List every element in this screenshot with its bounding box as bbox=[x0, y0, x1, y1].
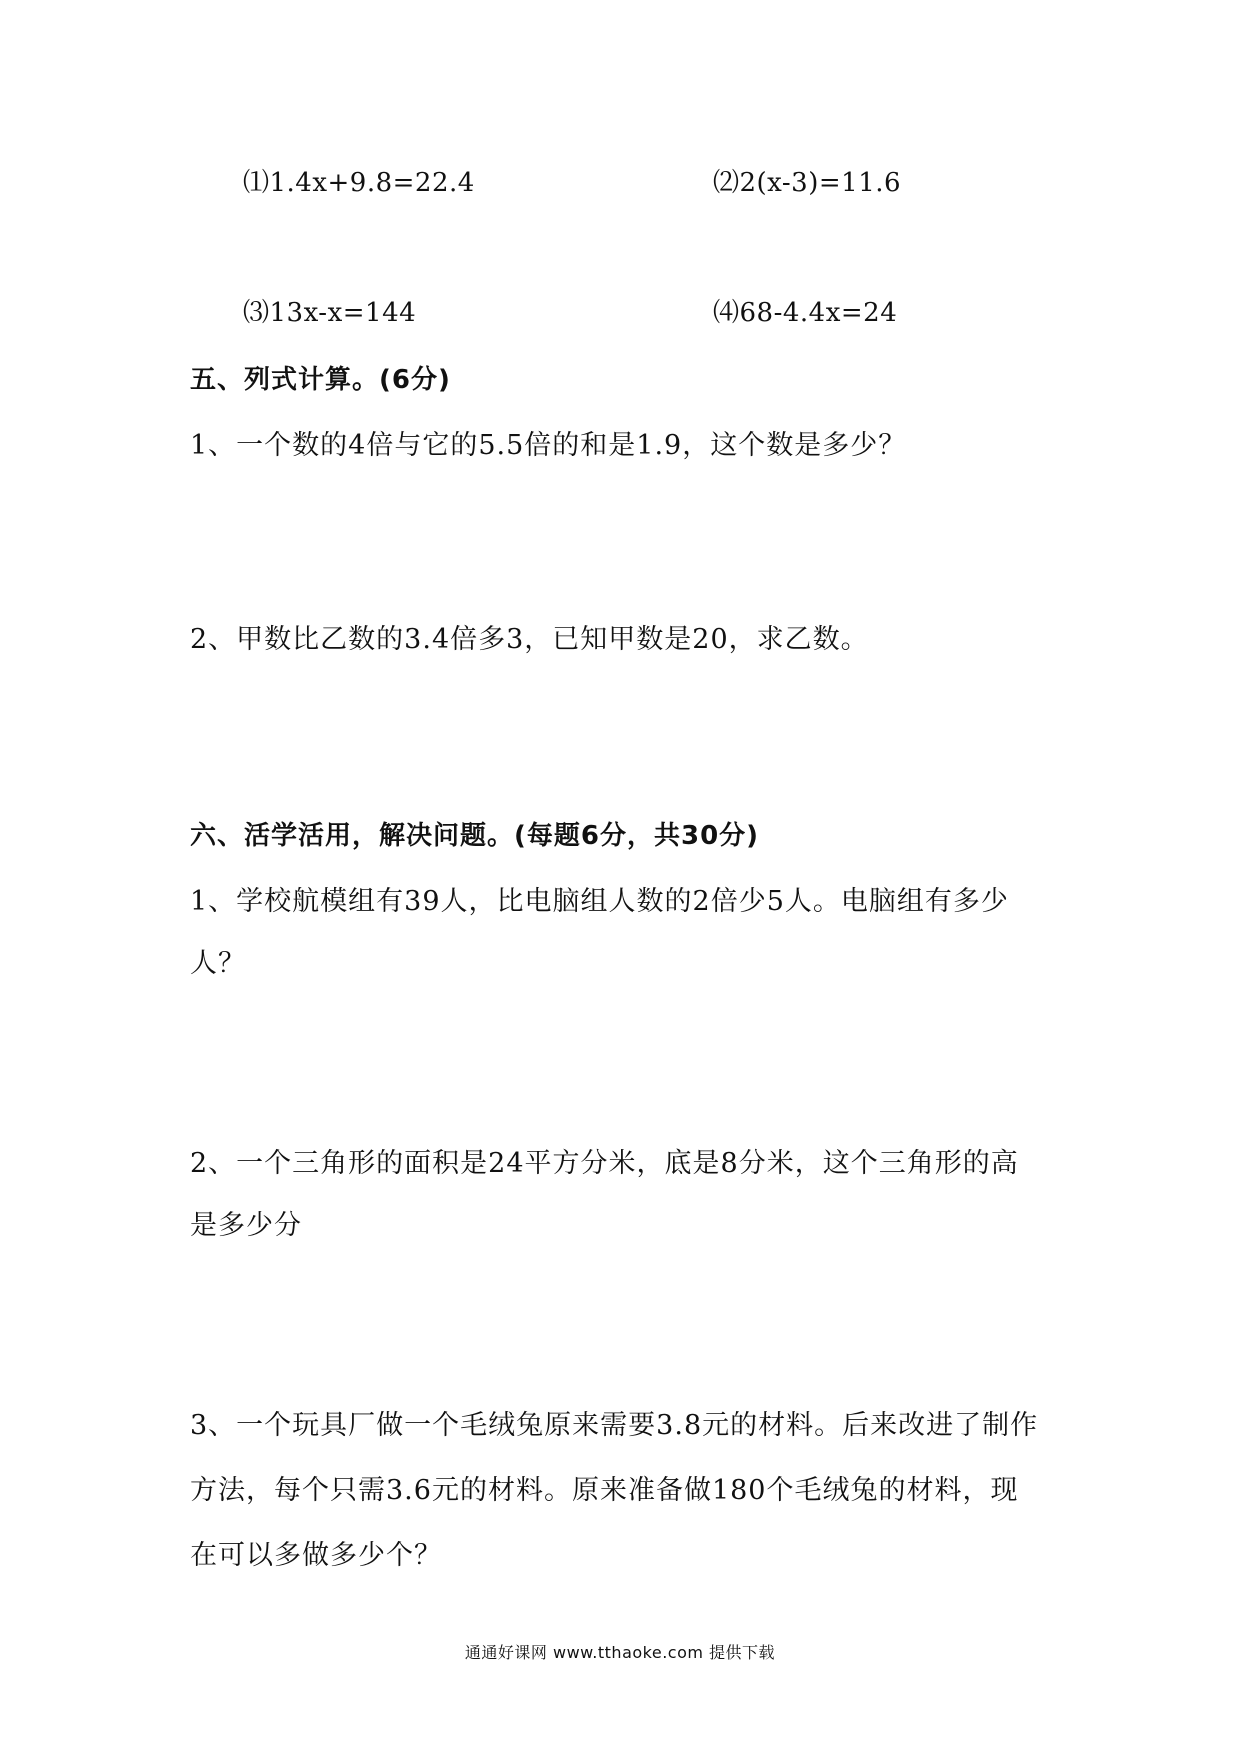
section-6-question-3-line-1: 3、一个玩具厂做一个毛绒兔原来需要3.8元的材料。后来改进了制作 bbox=[190, 1410, 1039, 1441]
equation-4: ⑷68-4.4x=24 bbox=[713, 298, 898, 328]
section-5-heading: 五、列式计算。(6分) bbox=[190, 365, 451, 395]
section-6-question-2-line-2: 是多少分 bbox=[190, 1210, 302, 1241]
section-6-question-1-line-2: 人？ bbox=[190, 948, 246, 979]
equation-1: ⑴1.4x+9.8=22.4 bbox=[243, 168, 475, 198]
section-5-question-2: 2、甲数比乙数的3.4倍多3，已知甲数是20，求乙数。 bbox=[190, 624, 869, 655]
section-6-question-2-line-1: 2、一个三角形的面积是24平方分米，底是8分米，这个三角形的高 bbox=[190, 1148, 1019, 1179]
section-6-heading: 六、活学活用，解决问题。(每题6分，共30分) bbox=[190, 821, 760, 851]
equation-3: ⑶13x-x=144 bbox=[243, 298, 417, 328]
section-6-question-3-line-2: 方法，每个只需3.6元的材料。原来准备做180个毛绒兔的材料，现 bbox=[190, 1475, 1019, 1506]
equation-2: ⑵2(x-3)=11.6 bbox=[713, 168, 902, 198]
section-5-question-1: 1、一个数的4倍与它的5.5倍的和是1.9，这个数是多少？ bbox=[190, 430, 907, 461]
section-6-question-3-line-3: 在可以多做多少个？ bbox=[190, 1540, 442, 1571]
section-6-question-1-line-1: 1、学校航模组有39人，比电脑组人数的2倍少5人。电脑组有多少 bbox=[190, 886, 1009, 917]
footer-credit: 通通好课网 www.tthaoke.com 提供下载 bbox=[464, 1643, 776, 1662]
